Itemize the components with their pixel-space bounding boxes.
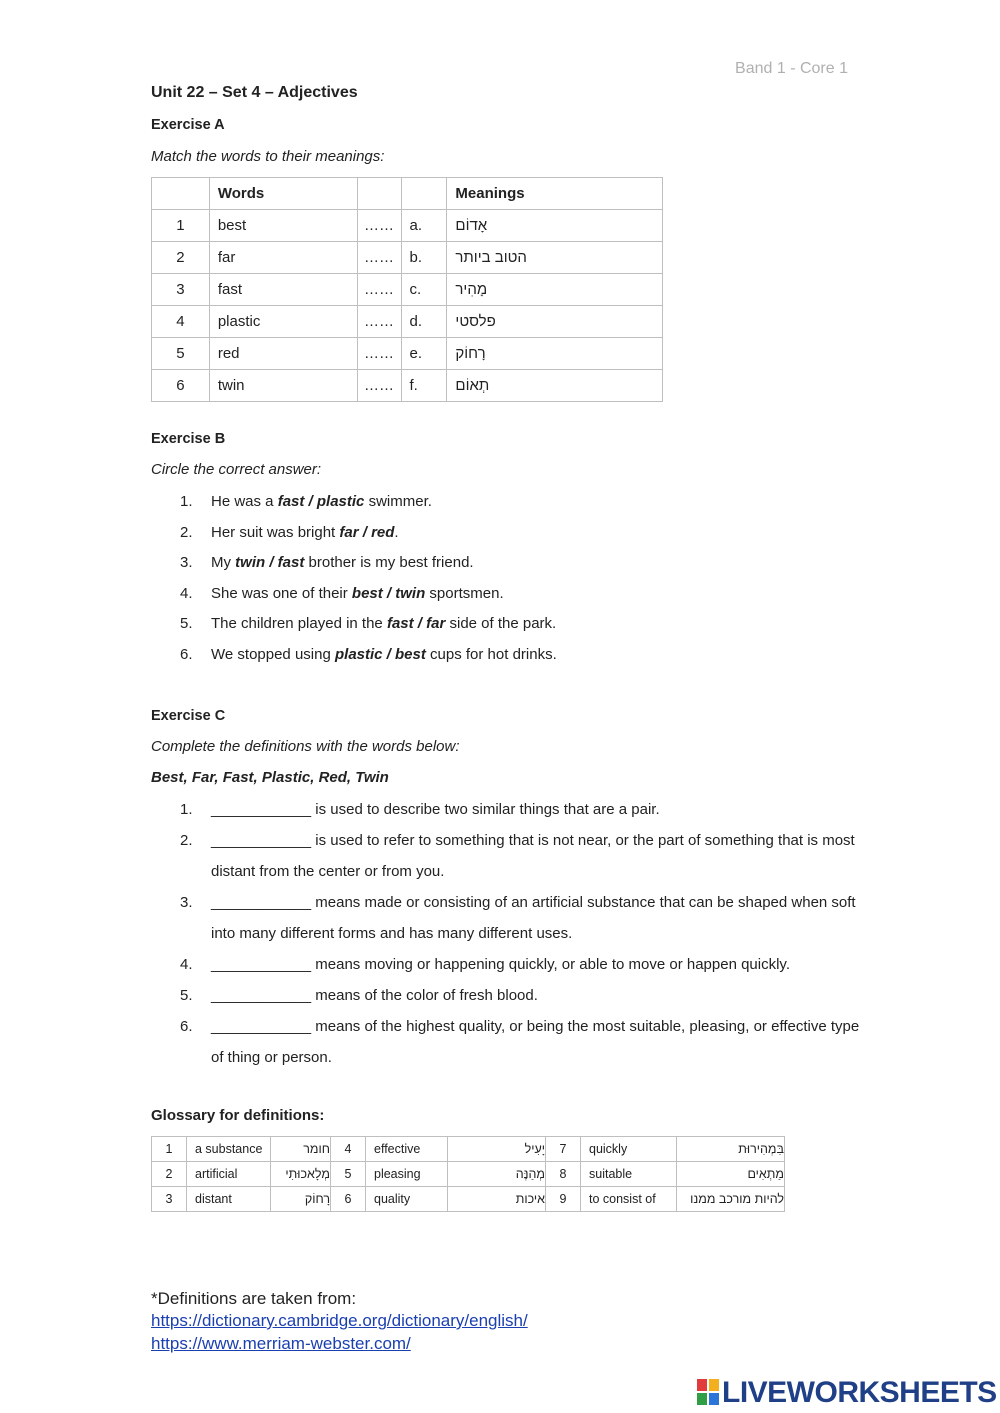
glossary-translation: מְלָאכוּתִי <box>271 1162 331 1187</box>
item-number: 2. <box>180 523 193 541</box>
row-word: fast <box>209 274 357 306</box>
item-text: means made or consisting of an artificial substance that can be shaped when soft into many different forms and has many different uses. <box>211 894 856 942</box>
item-text: means of the color of fresh blood. <box>311 987 538 1004</box>
row-letter: f. <box>401 370 447 402</box>
list-item <box>180 579 860 610</box>
list-item <box>180 980 860 1011</box>
glossary-row <box>152 1137 785 1162</box>
page-title: Unit 22 – Set 4 – Adjectives <box>151 84 358 101</box>
table-row <box>152 210 663 242</box>
sources-note: *Definitions are taken from: <box>151 1289 357 1308</box>
row-word: far <box>209 242 357 274</box>
list-item <box>180 640 860 671</box>
answer-blank[interactable]: ____________ <box>211 801 312 818</box>
row-number: 6 <box>152 370 210 402</box>
item-number: 6. <box>180 645 193 663</box>
glossary-translation: חומר <box>271 1137 331 1162</box>
row-number: 2 <box>152 242 210 274</box>
header-meanings: Meanings <box>447 178 663 210</box>
band-label: Band 1 - Core 1 <box>735 60 848 77</box>
glossary-number: 6 <box>331 1187 366 1212</box>
row-number: 5 <box>152 338 210 370</box>
exercise-b-heading: Exercise B <box>151 431 226 447</box>
row-letter: c. <box>401 274 447 306</box>
item-text: sportsmen. <box>425 584 504 602</box>
answer-blank[interactable]: ____________ <box>211 832 312 849</box>
answer-blank[interactable]: ____________ <box>211 894 312 911</box>
list-item <box>180 887 860 949</box>
glossary-translation: בִּמְהִירוּת <box>677 1137 785 1162</box>
glossary-term: distant <box>187 1187 271 1212</box>
list-item <box>180 794 860 825</box>
answer-choice[interactable]: fast / far <box>386 615 446 633</box>
answer-choice[interactable]: plastic / best <box>334 645 426 663</box>
merriam-webster-link[interactable]: https://www.merriam-webster.com/ <box>151 1334 411 1353</box>
row-meaning: רָחוֹק <box>447 338 663 370</box>
glossary-translation: איכות <box>448 1187 546 1212</box>
header-cell-empty <box>357 178 401 210</box>
exercise-b-list <box>180 487 860 671</box>
logo-text: LIVEWORKSHEETS <box>722 1376 997 1409</box>
header-cell-empty <box>401 178 447 210</box>
item-number: 4. <box>180 956 193 973</box>
item-text: Her suit was bright <box>211 523 340 541</box>
header-cell-empty <box>152 178 210 210</box>
row-letter: d. <box>401 306 447 338</box>
list-item <box>180 1011 860 1073</box>
item-text: is used to describe two similar things that are a pair. <box>311 801 660 818</box>
row-meaning: הטוב ביותר <box>447 242 663 274</box>
item-text: She was one of their <box>211 584 352 602</box>
item-text: . <box>394 523 399 541</box>
item-text: My <box>211 554 236 572</box>
glossary-heading: Glossary for definitions: <box>151 1107 325 1124</box>
table-header-row <box>152 178 663 210</box>
row-word: twin <box>209 370 357 402</box>
item-text: The children played in the <box>211 615 387 633</box>
liveworksheets-icon <box>697 1379 719 1405</box>
item-text: We stopped using <box>211 645 335 663</box>
glossary-number: 8 <box>546 1162 581 1187</box>
glossary-translation: מְהַנֶּה <box>448 1162 546 1187</box>
item-text: brother is my best friend. <box>304 554 474 572</box>
answer-blank[interactable]: …… <box>357 306 401 338</box>
item-number: 1. <box>180 493 193 510</box>
glossary-number: 1 <box>152 1137 187 1162</box>
word-bank: Best, Far, Fast, Plastic, Red, Twin <box>151 769 389 786</box>
row-word: plastic <box>209 306 357 338</box>
glossary-translation: מַתְאִים <box>677 1162 785 1187</box>
answer-choice[interactable]: twin / fast <box>235 554 305 572</box>
table-row <box>152 338 663 370</box>
item-number: 3. <box>180 894 193 911</box>
item-text: means moving or happening quickly, or able to move or happen quickly. <box>311 956 790 973</box>
glossary-number: 9 <box>546 1187 581 1212</box>
item-number: 4. <box>180 584 193 602</box>
item-number: 3. <box>180 554 193 572</box>
glossary-term: artificial <box>187 1162 271 1187</box>
item-number: 1. <box>180 801 193 818</box>
glossary-term: pleasing <box>366 1162 448 1187</box>
table-row <box>152 306 663 338</box>
glossary-translation: יָעִיל <box>448 1137 546 1162</box>
list-item <box>180 487 860 518</box>
item-text: is used to refer to something that is not near, or the part of something that is most distant from the center or from you. <box>211 832 855 880</box>
glossary-translation: להיות מורכב ממנו <box>677 1187 785 1212</box>
answer-blank[interactable]: ____________ <box>211 1018 312 1035</box>
answer-blank[interactable]: ____________ <box>211 956 312 973</box>
exercise-c-instruction: Complete the definitions with the words below: <box>151 738 460 755</box>
answer-blank[interactable]: ____________ <box>211 987 312 1004</box>
row-meaning: אָדוֹם <box>447 210 663 242</box>
list-item <box>180 518 860 549</box>
glossary-number: 2 <box>152 1162 187 1187</box>
glossary-number: 4 <box>331 1137 366 1162</box>
row-number: 4 <box>152 306 210 338</box>
answer-blank[interactable]: …… <box>357 370 401 402</box>
answer-blank[interactable]: …… <box>357 210 401 242</box>
glossary-term: to consist of <box>581 1187 677 1212</box>
liveworksheets-logo <box>697 1376 997 1410</box>
list-item <box>180 609 860 640</box>
item-number: 5. <box>180 615 193 633</box>
glossary-translation: רָחוֹק <box>271 1187 331 1212</box>
glossary-term: quickly <box>581 1137 677 1162</box>
row-number: 1 <box>152 210 210 242</box>
item-number: 2. <box>180 832 193 849</box>
matching-table <box>151 177 663 402</box>
answer-blank[interactable]: …… <box>357 274 401 306</box>
glossary-number: 3 <box>152 1187 187 1212</box>
header-words: Words <box>209 178 357 210</box>
glossary-term: a substance <box>187 1137 271 1162</box>
row-number: 3 <box>152 274 210 306</box>
glossary-row <box>152 1187 785 1212</box>
row-letter: e. <box>401 338 447 370</box>
table-row <box>152 242 663 274</box>
answer-blank[interactable]: …… <box>357 338 401 370</box>
row-word: best <box>209 210 357 242</box>
exercise-c-list <box>180 794 860 1073</box>
answer-choice[interactable]: best / twin <box>351 584 426 602</box>
row-word: red <box>209 338 357 370</box>
row-letter: b. <box>401 242 447 274</box>
glossary-number: 5 <box>331 1162 366 1187</box>
glossary-term: suitable <box>581 1162 677 1187</box>
item-text: swimmer. <box>364 493 432 510</box>
row-meaning: תְאוֹם <box>447 370 663 402</box>
row-letter: a. <box>401 210 447 242</box>
cambridge-link[interactable]: https://dictionary.cambridge.org/dictionary/english/ <box>151 1311 528 1330</box>
glossary-term: quality <box>366 1187 448 1212</box>
glossary-number: 7 <box>546 1137 581 1162</box>
exercise-a-instruction: Match the words to their meanings: <box>151 148 385 165</box>
answer-choice[interactable]: fast / plastic <box>277 493 365 510</box>
item-number: 5. <box>180 987 193 1004</box>
list-item <box>180 949 860 980</box>
item-text: cups for hot drinks. <box>425 645 557 663</box>
answer-choice[interactable]: far / red <box>339 523 395 541</box>
exercise-a-heading: Exercise A <box>151 117 225 133</box>
list-item <box>180 825 860 887</box>
glossary-table <box>151 1136 785 1212</box>
item-text: means of the highest quality, or being the most suitable, pleasing, or effective type of thing or person. <box>211 1018 860 1066</box>
table-row <box>152 370 663 402</box>
row-meaning: פלסטי <box>447 306 663 338</box>
item-text: He was a <box>211 493 278 510</box>
table-row <box>152 274 663 306</box>
list-item <box>180 548 860 579</box>
row-meaning: מָהִיר <box>447 274 663 306</box>
item-text: side of the park. <box>445 615 557 633</box>
item-number: 6. <box>180 1018 193 1035</box>
exercise-c-heading: Exercise C <box>151 708 226 724</box>
glossary-row <box>152 1162 785 1187</box>
answer-blank[interactable]: …… <box>357 242 401 274</box>
exercise-b-instruction: Circle the correct answer: <box>151 461 322 478</box>
glossary-term: effective <box>366 1137 448 1162</box>
